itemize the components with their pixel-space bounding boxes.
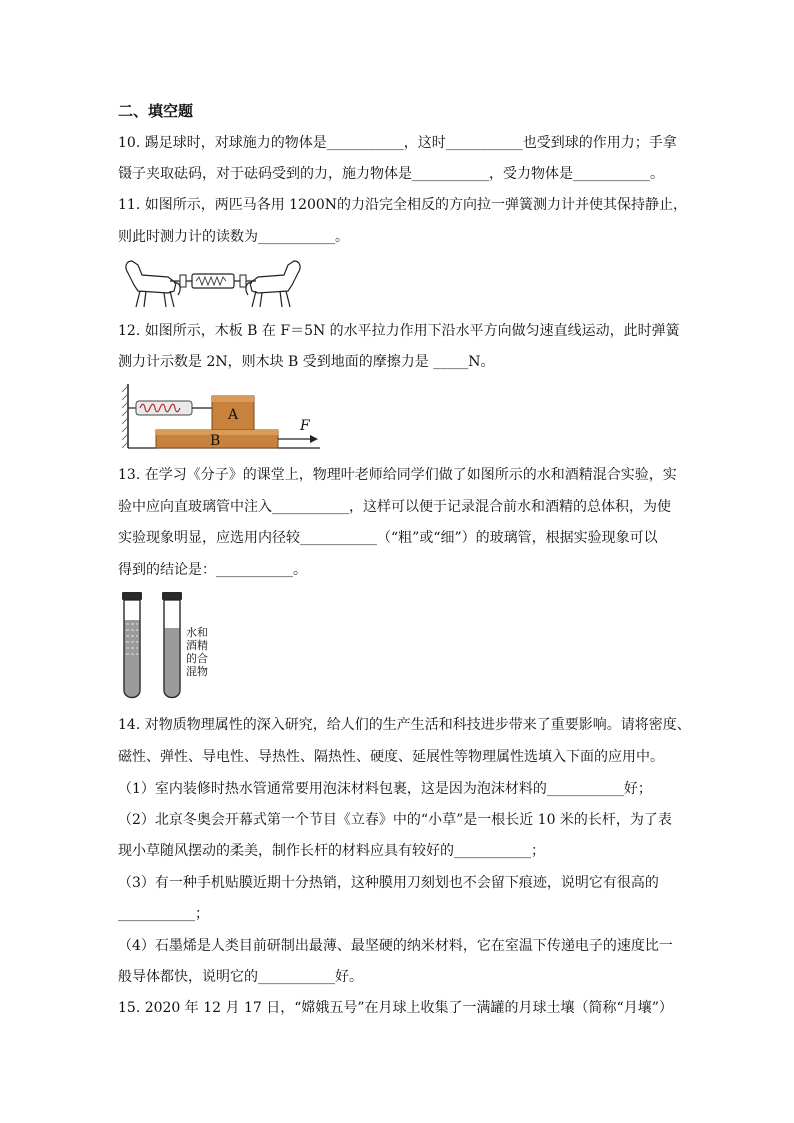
question-11-line-2: 则此时测力计的读数为___________。	[118, 229, 349, 245]
question-14-part-3-line-1: （3）有一种手机贴膜近期十分热销，这种膜用刀刻划也不会留下痕迹，说明它有很高的	[118, 875, 659, 891]
blocks-friction-figure	[120, 382, 330, 452]
section-title: 二、填空题	[118, 102, 194, 120]
question-14-line-2: 磁性、弹性、导电性、导热性、隔热性、硬度、延展性等物理属性选填入下面的应用中。	[118, 749, 664, 765]
wall-hatch	[122, 386, 128, 448]
question-10-line-2: 镊子夹取砝码，对于砝码受到的力，施力物体是___________，受力物体是___________。	[118, 166, 664, 182]
question-14-line-1: 14. 对物质物理属性的深入研究，给人们的生产生活和科技进步带来了重要影响。请将密度、	[118, 717, 691, 733]
force-label: F	[300, 418, 310, 434]
question-13-line-2: 验中应向直玻璃管中注入___________，这样可以便于记录混合前水和酒精的总体积，为使	[118, 499, 671, 515]
question-13-line-1: 13. 在学习《分子》的课堂上，物理叶老师给同学们做了如图所示的水和酒精混合实验，实	[118, 467, 677, 483]
question-14-part-2-line-1: （2）北京冬奥会开幕式第一个节目《立春》中的“小草”是一根长近 10 米的长杆，为了表	[118, 812, 672, 828]
tube-2-stopper	[162, 592, 182, 600]
question-12-line-1: 12. 如图所示，木板 B 在 F＝5N 的水平拉力作用下沿水平方向做匀速直线运动，此时弹簧	[118, 323, 680, 339]
tube-1-stopper	[122, 592, 142, 600]
horses-spring-scale-figure	[118, 255, 308, 311]
question-13-line-4: 得到的结论是：___________。	[118, 562, 307, 578]
block-a-label: A	[228, 407, 239, 423]
question-12-line-2: 测力计示数是 2N，则木块 B 受到地面的摩擦力是 _____N。	[118, 354, 495, 370]
question-15-line-1: 15. 2020 年 12 月 17 日，“嫦娥五号”在月球上收集了一满罐的月球土壤（简称“月壤”）	[118, 1000, 673, 1016]
question-14-part-4-line-2: 般导体都快，说明它的___________好。	[118, 969, 363, 985]
question-14-part-3-line-2: ___________；	[118, 906, 209, 922]
question-14-part-4-line-1: （4）石墨烯是人类目前研制出最薄、最坚硬的纳米材料，它在室温下传递电子的速度比一	[118, 938, 673, 954]
question-10-line-1: 10. 踢足球时，对球施力的物体是___________，这时___________也受到球的作用力；手拿	[118, 135, 677, 151]
mixture-label	[186, 626, 208, 678]
question-14-part-1: （1）室内装修时热水管通常要用泡沫材料包裹，这是因为泡沫材料的___________好；	[118, 781, 652, 797]
block-b-label: B	[210, 433, 221, 449]
mixture-label-line-4: 混物	[186, 665, 208, 678]
question-14-part-2-line-2: 现小草随风摆动的柔美，制作长杆的材料应具有较好的___________；	[118, 843, 545, 859]
question-11-line-1: 11. 如图所示，两匹马各用 1200N的力沿完全相反的方向拉一弹簧测力计并使其保持静止，	[118, 197, 688, 213]
question-13-line-3: 实验现象明显，应选用内径较___________（“粗”或“细”）的玻璃管，根据实验现象可以	[118, 530, 658, 546]
mixing-tubes-figure	[118, 590, 188, 702]
mixture-label-line-2: 酒精	[186, 639, 208, 652]
mixture-label-line-1: 水和	[186, 626, 208, 639]
mixture-label-line-3: 的合	[186, 652, 208, 665]
